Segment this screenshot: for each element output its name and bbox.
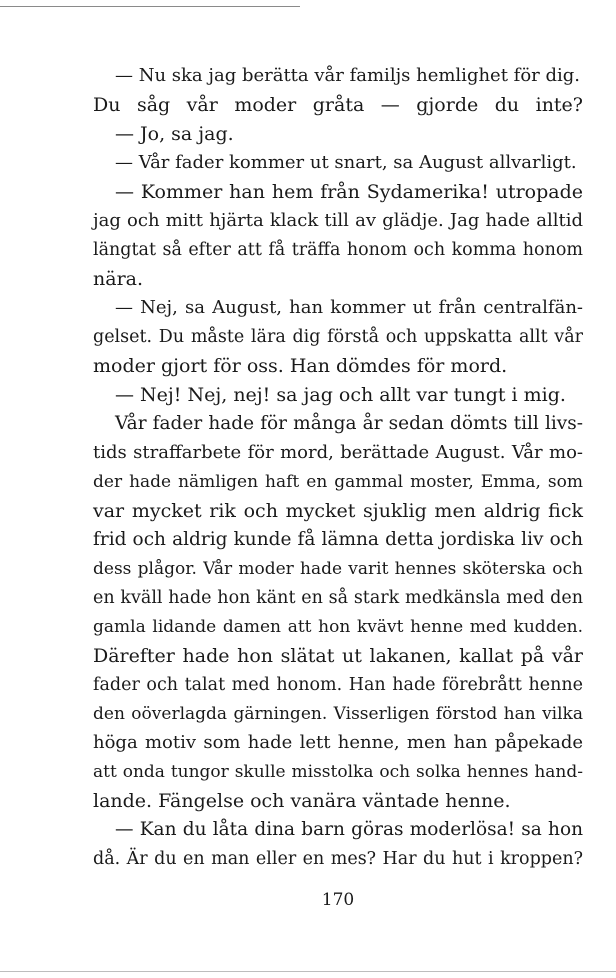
text-line: längtat så efter att få träffa honom och komma honom [93,240,583,260]
text-line: dess plågor. Vår moder hade varit hennes sköterska och [93,559,583,579]
text-line: — Nu ska jag berätta vår familjs hemlighet för dig. [115,65,581,86]
text-line: — Kan du låta dina barn göras moderlösa! sa hon [115,819,583,840]
text-line: nära. [93,268,144,290]
text-line: den oöverlagda gärningen. Visserligen förstod han vilka [93,704,583,724]
text-line: gamla lidande damen att hon kvävt henne med kudden. [93,617,583,637]
text-line: tids straffarbete för mord, berättade August. Vår mo- [93,442,583,463]
text-line: gelset. Du måste lära dig förstå och uppskatta allt vår [93,327,583,347]
text-line: — Kommer han hem från Sydamerika! utropade [115,181,583,203]
text-line: Vår fader hade för många år sedan dömts till livs- [115,413,583,434]
text-line: der hade nämligen haft en gammal moster, Emma, som [93,472,583,492]
text-line: frid och aldrig kunde få lämna detta jordiska liv och [93,529,583,550]
text-line: att onda tungor skulle misstolka och solka hennes hand- [93,762,583,782]
text-line: var mycket rik och mycket sjuklig men aldrig fick [93,500,583,522]
text-line: — Jo, sa jag. [115,123,234,145]
text-line: en kväll hade hon känt en så stark medkänsla med den [93,588,583,608]
text-line: Du såg vår moder gråta — gjorde du inte? [93,94,583,116]
text-line: jag och mitt hjärta klack till av glädje. Jag hade alltid [93,210,583,231]
bottom-edge-rule [0,971,616,972]
text-line: moder gjort för oss. Han dömdes för mord. [93,355,508,377]
text-line: — Nej! Nej, nej! sa jag och allt var tungt i mig. [115,384,566,406]
text-line: lande. Fängelse och vanära väntade henne. [93,790,511,812]
text-line: Därefter hade hon slätat ut lakanen, kallat på vår [93,645,583,667]
text-line: — Nej, sa August, han kommer ut från centralfän- [115,297,583,318]
top-edge-rule [0,6,300,7]
text-line: fader och talat med honom. Han hade förebrått henne [93,675,583,695]
text-line: då. Är du en man eller en mes? Har du hut i kroppen? [93,849,583,869]
text-line: — Vår fader kommer ut snart, sa August allvarligt. [115,152,577,173]
text-line: höga motiv som hade lett henne, men han påpekade [93,732,583,753]
page-number: 170 [321,890,355,910]
